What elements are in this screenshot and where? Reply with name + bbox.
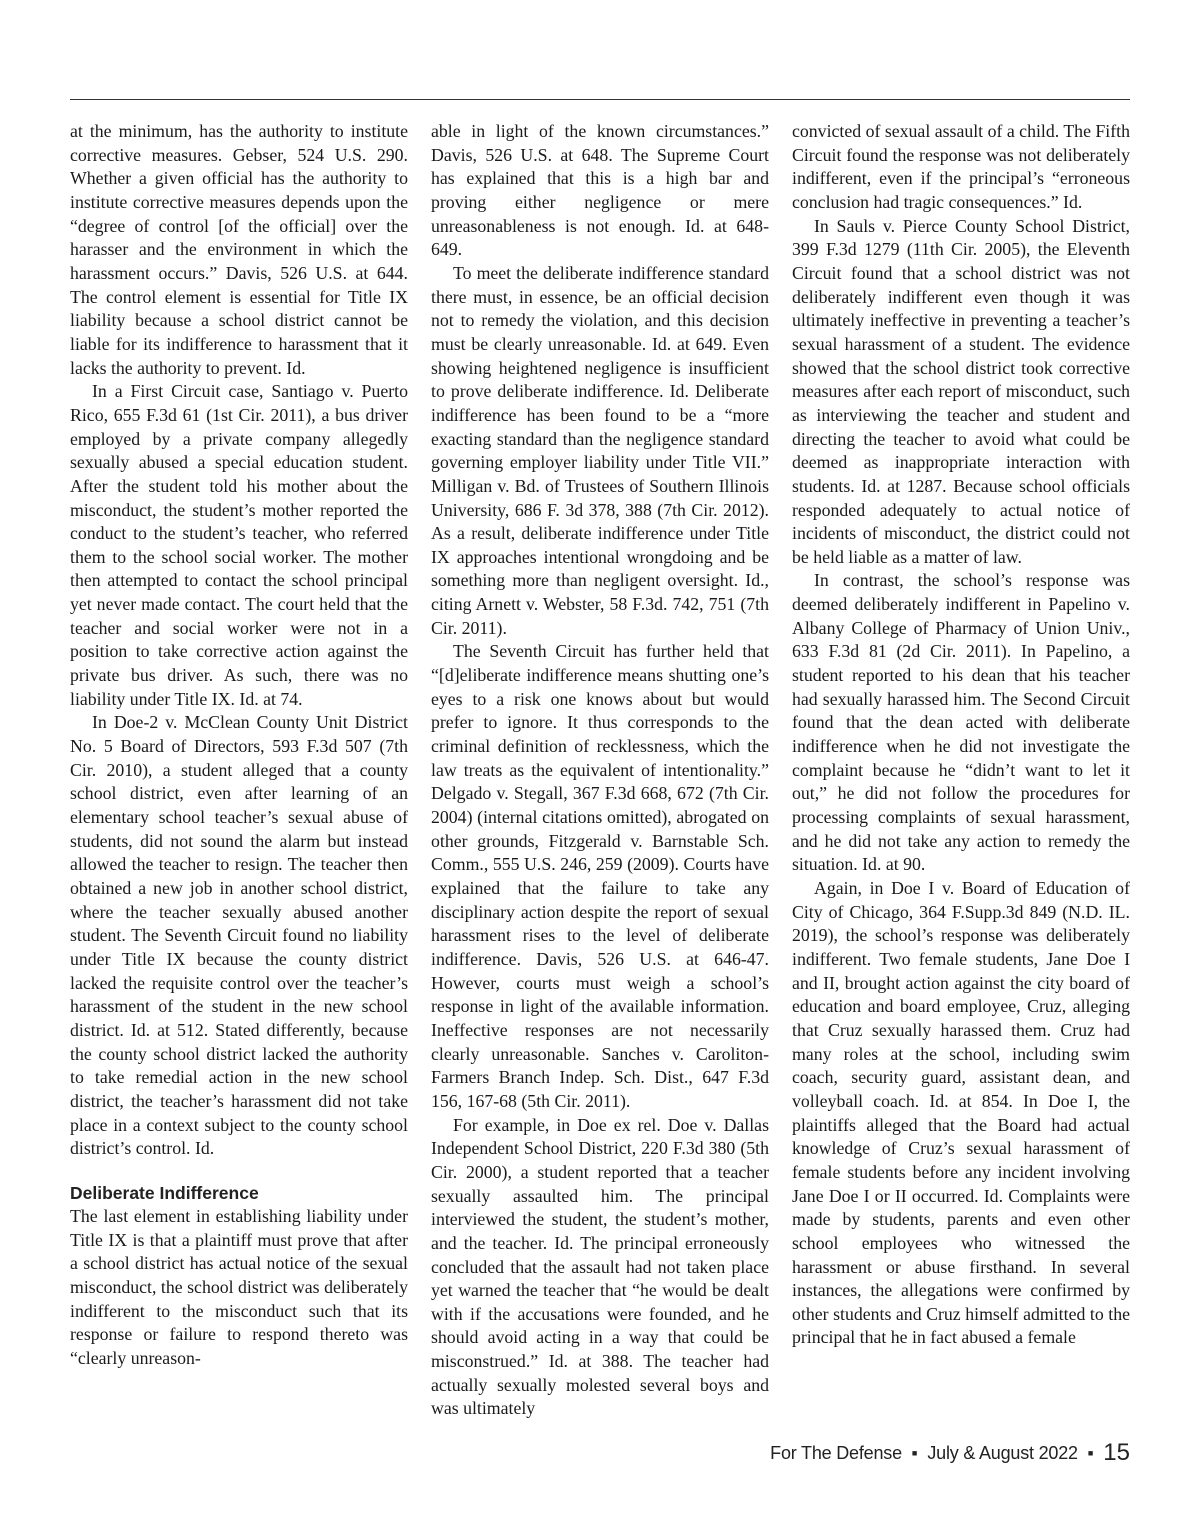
article-body [70,120,1130,1440]
paragraph: at the minimum, has the authority to institute corrective measures. Gebser, 524 U.S. 290. Whether a given official has the authority to institute corrective measures depends upon the “degree of control [of the official] over the harasser and the environment in which the harassment occurs.” Davis, 526 U.S. at 644. The control element is essential for Title IX liability because a school district cannot be liable for its indifference to harassment that it lacks the authority to prevent. Id. [70,121,408,378]
section-heading: Deliberate Indifference [70,1182,259,1203]
paragraph: For example, in Doe ex rel. Doe v. Dallas Independent School District, 220 F.3d 380 (5th Cir. 2000), a student reported that a teacher sexually assaulted him. The principal interviewed the student, the student’s mother, and the teacher. Id. The principal erroneously concluded that the assault had not taken place yet warned the teacher that “he would be dealt with if the accusations were founded, and he should avoid acting in a way that could be misconstrued.” Id. at 388. The teacher had actually sexually molested several boys and was ultimately [431,1114,769,1419]
paragraph: In Sauls v. Pierce County School District, 399 F.3d 1279 (11th Cir. 2005), the Eleventh Circuit found that a school district was not deliberately indifferent even though it was ultimately ineffective in preventing a teacher’s sexual harassment of a student. The evidence showed that the school district took corrective measures after each report of misconduct, such as interviewing the teacher and student and directing the teacher to avoid what could be deemed as inappropriate interaction with students. Id. at 1287. Because school officials responded adequately to actual notice of incidents of misconduct, the district could not be held liable as a matter of law. [792,215,1130,567]
footer-separator: ■ [911,1448,918,1458]
column-3 [792,120,1130,1440]
paragraph: To meet the deliberate indifference standard there must, in essence, be an official decision not to remedy the violation, and this decision must be clearly unreasonable. Id. at 649. Even showing heightened negligence is insufficient to prove deliberate indifference. Id. Deliberate indifference has been found to be a “more exacting standard than the negligence standard governing employer liability under Title VII.” Milligan v. Bd. of Trustees of Southern Illinois University, 686 F. 3d 378, 388 (7th Cir. 2012). As a result, deliberate indifference under Title IX approaches intentional wrongdoing and be something more than negligent oversight. Id., citing Arnett v. Webster, 58 F.3d. 742, 751 (7th Cir. 2011). [431,262,769,638]
paragraph: In contrast, the school’s response was deemed deliberately indifferent in Papelino v. Albany College of Pharmacy of Union Univ., 633 F.3d 81 (2d Cir. 2011). In Papelino, a student reported to his dean that his teacher had sexually harassed him. The Second Circuit found that the dean acted with deliberate indifference when he did not investigate the complaint because he “didn’t want to let it out,” he did not follow the procedures for processing complaints of sexual harassment, and he did not take any action to remedy the situation. Id. at 90. [792,570,1130,875]
top-rule [70,99,1130,100]
paragraph: In Doe-2 v. McClean County Unit District No. 5 Board of Directors, 593 F.3d 507 (7th Cir. 2010), a student alleged that a county school district, even after learning of an elementary school teacher’s sexual abuse of students, did not sound the alarm but instead allowed the teacher to resign. The teacher then obtained a new job in another school district, where the teacher sexually abused another student. The Seventh Circuit found no liability under Title IX because the county district lacked the requisite control over the teacher’s harassment of the student in the new school district. Id. at 512. Stated differently, because the county school district lacked the authority to take remedial action in the new school district, the teacher’s harassment did not take place in a context subject to the county school district’s control. Id. [70,712,408,1159]
publication-name: For The Defense [770,1442,902,1463]
column-2 [431,120,769,1440]
page-footer [770,1433,1130,1473]
column-1 [70,120,408,1440]
paragraph: The Seventh Circuit has further held that “[d]eliberate indifference means shutting one’s eyes to a risk one knows about but would prefer to ignore. It thus corresponds to the criminal definition of recklessness, which the law treats as the equivalent of intentionality.” Delgado v. Stegall, 367 F.3d 668, 672 (7th Cir. 2004) (internal citations omitted), abrogated on other grounds, Fitzgerald v. Barnstable Sch. Comm., 555 U.S. 246, 259 (2009). Courts have explained that the failure to take any disciplinary action despite the report of sexual harassment rises to the level of deliberate indifference. Davis, 526 U.S. at 646-47. However, courts must weigh a school’s response in light of the available information. Ineffective responses are not necessarily clearly unreasonable. Sanches v. Caroliton-Farmers Branch Indep. Sch. Dist., 647 F.3d 156, 167-68 (5th Cir. 2011). [431,641,769,1111]
paragraph: In a First Circuit case, Santiago v. Puerto Rico, 655 F.3d 61 (1st Cir. 2011), a bus driver employed by a private company allegedly sexually abused a special education student. After the student told his mother about the misconduct, the student’s mother reported the conduct to the student’s teacher, who referred them to the school social worker. The mother then attempted to contact the school principal yet never made contact. The court held that the teacher and social worker were not in a position to take corrective action against the private bus driver. As such, there was no liability under Title IX. Id. at 74. [70,381,408,709]
footer-separator: ■ [1087,1448,1094,1458]
page-number: 15 [1103,1439,1130,1466]
paragraph: able in light of the known circumstances.” Davis, 526 U.S. at 648. The Supreme Court has explained that this is a high bar and proving either negligence or mere unreasonableness is not enough. Id. at 648-649. [431,121,769,260]
paragraph: Again, in Doe I v. Board of Education of City of Chicago, 364 F.Supp.3d 849 (N.D. IL. 2019), the school’s response was deliberately indifferent. Two female students, Jane Doe I and II, brought action against the city board of education and board employee, Cruz, alleging that Cruz sexually harassed them. Cruz had many roles at the school, including swim coach, security guard, assistant dean, and volleyball coach. Id. at 854. In Doe I, the plaintiffs alleged that the Board had actual knowledge of Cruz’s sexual harassment of female students before any incident involving Jane Doe I or II occurred. Id. Complaints were made by students, parents and even other school employees who witnessed the harassment or abuse firsthand. In several instances, the allegations were confirmed by other students and Cruz himself admitted to the principal that he in fact abused a female [792,878,1130,1348]
paragraph: The last element in establishing liability under Title IX is that a plaintiff must prove that after a school district has actual notice of the sexual misconduct, the school district was deliberately indifferent to the misconduct such that its response or failure to respond thereto was “clearly unreason- [70,1205,408,1368]
paragraph: convicted of sexual assault of a child. The Fifth Circuit found the response was not deliberately indifferent, even if the principal’s “erroneous conclusion had tragic consequences.” Id. [792,121,1130,212]
issue-date: July & August 2022 [927,1442,1078,1463]
